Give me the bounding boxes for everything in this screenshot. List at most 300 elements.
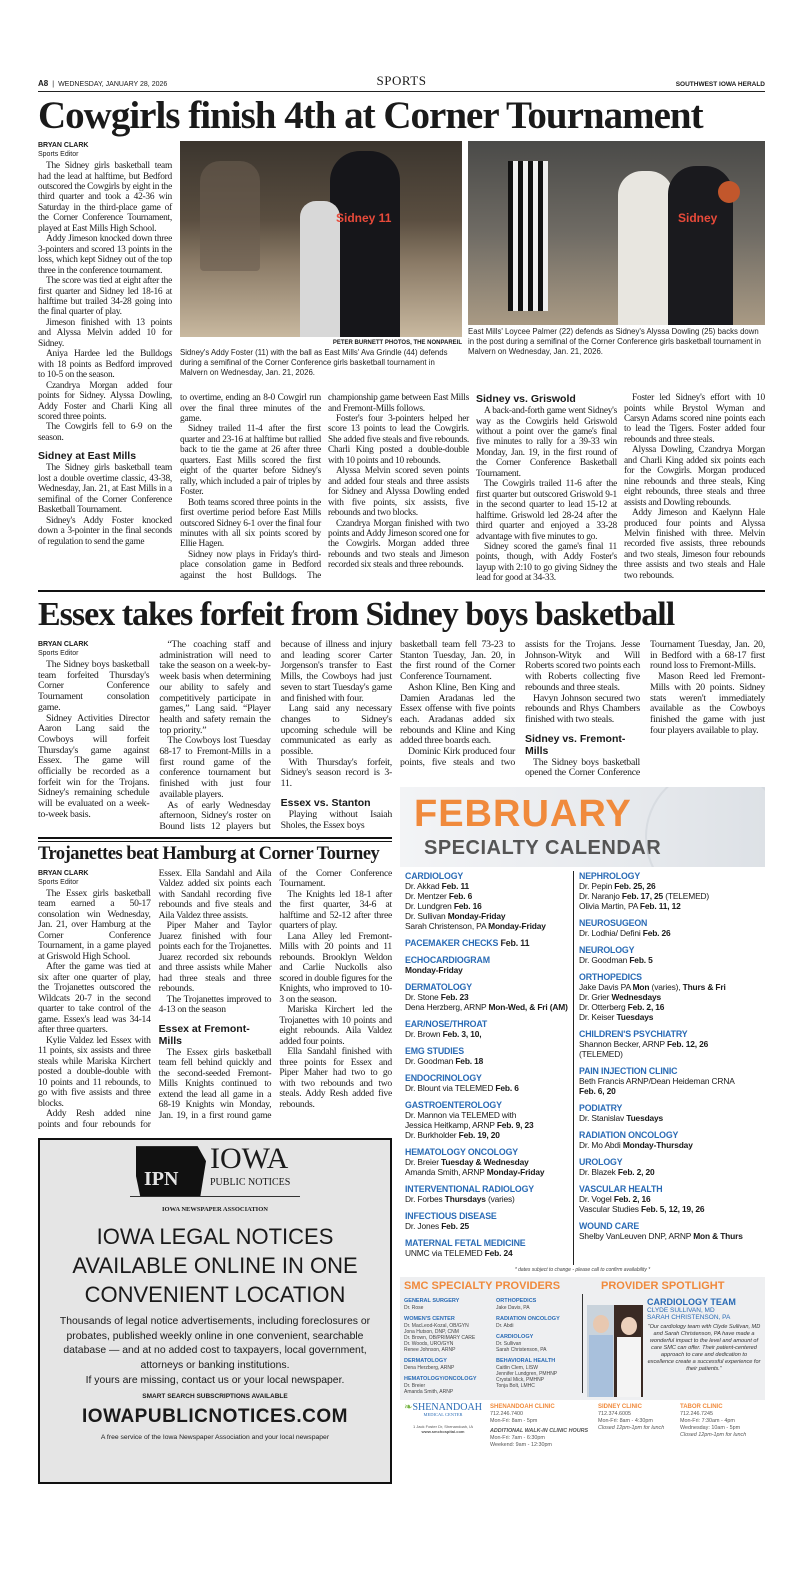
ad-headline-line: CONVENIENT LOCATION: [84, 1282, 346, 1308]
page-number: A8: [38, 79, 49, 88]
specialty-heading: NEPHROLOGY: [579, 871, 641, 882]
byline-title: Sports Editor: [38, 151, 79, 159]
calendar-column-left: [400, 871, 568, 1265]
byline-name: BRYAN CLARK: [38, 142, 89, 150]
photo-foster: [180, 141, 462, 337]
schedule: Feb. 9, 23: [496, 1120, 534, 1131]
specialty-heading: NEUROLOGY: [579, 945, 635, 956]
specialty-heading: UROLOGY: [579, 1157, 623, 1168]
photo-caption-1: Sidney's Addy Foster (11) with the ball as East Mills' Ava Grindle (44) defends during a semifinal of the Corner Conference girls basketball tournament in Malvern on Wednesday, Jan. 21, 2026.: [180, 348, 448, 378]
provider-name: Dr. Vogel: [579, 1194, 614, 1205]
calendar-entry: [579, 945, 765, 965]
article-paragraph: The Knights led 18-1 after the first quarter, 34-6 at halftime and 52-12 after three quarters of play.: [279, 888, 392, 932]
logo-public-notices: PUBLIC NOTICES: [210, 1177, 291, 1189]
article-paragraph: Ashon Kline, Ben King and Damien Aradanas led the Essex offense with five points each. Aradanas added six rebounds and Kline and King added three boards each.: [400, 681, 515, 747]
article-paragraph: Foster led Sidney's effort with 10 points while Brystol Wyman and Carsyn Adams scored nine points each to lead the Tigers. Foster added four rebounds and three steals.: [624, 393, 765, 445]
clinic-hours: Closed 12pm-1pm for lunch: [680, 1432, 747, 1439]
spotlight-text: [647, 1297, 761, 1397]
spotlight-team: CARDIOLOGY TEAM: [647, 1297, 736, 1308]
schedule: Feb. 24: [484, 1248, 513, 1259]
clinic-hours: Mon-Fri: 8am - 5pm: [490, 1418, 538, 1425]
article-paragraph: Czandrya Morgan added four points for Sidney. Alyssa Dowling, Addy Foster and Charli King all scored three points.: [38, 380, 172, 422]
provider-spotlight: [587, 1280, 761, 1397]
logo-sub: MEDICAL CENTER: [423, 1412, 463, 1418]
article-paragraph: The Cowgirls trailed 11-6 after the first quarter but outscored Griswold 9-1 in the second quarter to lead 15-12 at halftime. Griswold led 28-24 after the third quarter and enjoyed a 33-28 advantage with five minutes to go.: [476, 479, 617, 542]
calendar-column-right: [579, 871, 765, 1265]
provider-name: Dr. Stone: [405, 992, 441, 1003]
smc-specialty: GENERAL SURGERY: [404, 1298, 460, 1305]
schedule: Feb. 17, 25: [621, 891, 664, 902]
smc-provider: Dr. Sullivan: [496, 1341, 522, 1348]
calendar-entry: [405, 1184, 568, 1204]
provider-name: Beth Francis ARNP/Dean Heideman CRNA: [579, 1076, 735, 1087]
provider-line: [579, 955, 765, 965]
spotlight-name: CLYDE SULLIVAN, MD: [647, 1307, 715, 1315]
clinic-name: SIDNEY CLINIC: [598, 1404, 642, 1411]
article-paragraph: Sidney trailed 11-4 after the first quarter and 23-16 at halftime but rallied back to tie the game at 26 after three quarters. East Mills scored the first eight of the quarter before Sidney's rally, which included a pair of triples by Foster.: [180, 424, 321, 498]
schedule: Feb. 18: [455, 1056, 484, 1067]
provider-name: Dr. Breier: [405, 1157, 442, 1168]
article-paragraph: Sidney scored the game's final 11 points, though, with Addy Foster's layup with 2:10 to go giving Sidney the lead for good at 34-33.: [476, 542, 617, 584]
specialty-heading: EMG STUDIES: [405, 1046, 464, 1057]
provider-name: Vascular Studies: [579, 1204, 641, 1215]
provider-line: [405, 1083, 568, 1093]
newspaper-name: SOUTHWEST IOWA HERALD: [675, 81, 765, 88]
clinic-info: [680, 1404, 768, 1449]
provider-name: Dr. Keiser: [579, 1012, 617, 1023]
article-paragraph: A back-and-forth game went Sidney's way as the Cowgirls held Griswold without a point over the game's final five minutes to rally for a 39-33 win Monday, Jan. 19, in the first round of the Corner Conference Basketball Tournament.: [476, 406, 617, 479]
schedule: Feb. 6, 20: [579, 1086, 616, 1097]
smc-provider: Dena Herzberg, ARNP: [404, 1365, 455, 1372]
ipn-logo: [40, 1144, 390, 1206]
article-body-essex-1: [38, 640, 392, 833]
calendar-subtitle: SPECIALTY CALENDAR: [424, 837, 662, 860]
article-body-main: [180, 393, 765, 584]
calendar-entry: [579, 1221, 765, 1241]
smc-providers-panel: [400, 1277, 765, 1400]
clinic-hours: Wednesday: 10am - 5pm: [680, 1425, 741, 1432]
clinic-hours: Closed 12pm-1pm for lunch: [598, 1425, 665, 1432]
provider-line: [579, 1012, 765, 1022]
ad-smart-search: SMART SEARCH SUBSCRIPTIONS AVAILABLE: [142, 1393, 288, 1401]
article-paragraph: Alyssa Melvin scored seven points and added four steals and three assists for Sidney and Alyssa Dowling ended with five points, six assists, five rebounds and two blocks.: [328, 466, 469, 519]
provider-name: UNMC via TELEMED: [405, 1248, 485, 1259]
article-paragraph: The Cowgirls fell to 6-9 on the season.: [38, 422, 172, 443]
panel-divider: [582, 1294, 583, 1393]
specialty-heading: GASTROENTEROLOGY: [405, 1100, 502, 1111]
article-paragraph: Addy Resh added nine points and four rebounds for Essex. Ella Sandahl and Aila Valdez added six points each with Sandahl recording five rebounds and five steals and Aila Valdez three assists.: [38, 867, 272, 1130]
schedule: Wednesdays: [611, 992, 662, 1003]
provider-name: Dr. Brown: [405, 1029, 443, 1040]
leaf-icon: ❧: [404, 1402, 413, 1414]
provider-name: Dr. Goodman: [579, 955, 630, 966]
ad-headline-line: AVAILABLE ONLINE IN ONE: [72, 1253, 358, 1279]
calendar-entry: [405, 1147, 568, 1177]
lower-section: [38, 640, 765, 1484]
photo-row: [180, 141, 765, 389]
clinic-name: TABOR CLINIC: [680, 1404, 723, 1411]
article-paragraph: to overtime, ending an 8-0 Cowgirl run over the final three minutes of the game.: [180, 393, 321, 425]
lower-left-column: [38, 640, 392, 1484]
schedule: Feb. 2, 16: [613, 1194, 651, 1205]
spotlight-photo: [587, 1305, 643, 1397]
provider-name: Dr. Grier: [579, 992, 612, 1003]
article-paragraph: The score was tied at eight after the first quarter and Sidney led 18-16 at halftime but trailed 34-28 going into the final quarter of play.: [38, 276, 172, 318]
smc-provider: Sarah Christenson, PA: [496, 1347, 547, 1354]
logo-text: SHENANDOAH: [412, 1402, 482, 1414]
provider-name: (TELEMED): [663, 891, 710, 902]
photo-caption-2: East Mills' Loycee Palmer (22) defends as Sidney's Alyssa Dowling (25) backs down in the post during a semifinal of the Corner Conference girls basketball tournament in Malvern on Wednesday, Jan. 21, 2026.: [468, 327, 761, 357]
section-rule: [38, 590, 765, 593]
calendar-entry: [579, 1066, 765, 1096]
schedule: Feb. 5, 12, 19, 26: [641, 1204, 705, 1215]
ad-url[interactable]: IOWAPUBLICNOTICES.COM: [82, 1406, 348, 1428]
logo-mark: IPN: [144, 1168, 179, 1191]
article-paragraph: Mariska Kirchert led the Trojanettes with 10 points and eight rebounds. Aila Valdez added four points.: [279, 1004, 392, 1047]
provider-line: [579, 982, 765, 992]
specialty-heading: EAR/NOSE/THROAT: [405, 1019, 488, 1030]
provider-line: [579, 1076, 765, 1086]
ad-footer: A free service of the Iowa Newspaper Association and your local newspaper: [100, 1434, 330, 1442]
schedule: Feb. 11, 12: [639, 901, 681, 912]
article-paragraph: The Essex girls basketball team earned a 50-17 consolation win Wednesday, Jan. 21, over Hamburg at the Corner Conference Tournament, in a game played at Griswold High School.: [38, 887, 151, 962]
smc-provider: Dr. Brown, OB/PRIMARY CARE: [404, 1335, 476, 1342]
article-subhead: Sidney vs. Griswold: [476, 393, 576, 406]
smc-specialty: ORTHOPEDICS: [496, 1298, 537, 1305]
smc-list-right: [496, 1293, 578, 1395]
calendar-entry: [579, 1103, 765, 1123]
article-paragraph: Sidney's Addy Foster knocked down a 3-pointer in the final seconds of regulation to send the game: [38, 515, 172, 547]
provider-name: Dr. Mo Abdi: [579, 1140, 623, 1151]
provider-name: Dr. Pepin: [579, 881, 615, 892]
specialty-heading: ECHOCARDIOGRAM: [405, 955, 490, 966]
provider-line: [579, 881, 765, 891]
specialty-heading: HEMATOLOGY ONCOLOGY: [405, 1147, 518, 1158]
byline: [38, 869, 151, 887]
calendar-note: * dates subject to change - please call to confirm availability *: [514, 1267, 651, 1274]
clinic-info: [490, 1404, 594, 1449]
provider-name: Dr. Naranjo: [579, 891, 622, 902]
schedule: Feb. 6: [448, 891, 473, 902]
article-paragraph: The Sidney girls basketball team had the lead at halftime, but Bedford outscored the Cowgirls by eight in the third quarter and took a 42-36 win Saturday in the third-place game of the Corner Conference Tournament, played at East Mills High School.: [38, 161, 172, 234]
schedule: Feb. 16: [453, 901, 482, 912]
schedule: Feb. 19, 20: [458, 1130, 500, 1141]
lower-right-column: [400, 640, 765, 1484]
provider-line: [579, 1039, 765, 1049]
schedule: Mon-Wed, & Fri (AM): [488, 1002, 568, 1013]
calendar-entry: [405, 1211, 568, 1231]
schedule: Feb. 5: [629, 955, 653, 966]
provider-name: Dena Herzberg, ARNP: [405, 1002, 489, 1013]
provider-line: [405, 901, 568, 911]
article-paragraph: The Cowboys lost Tuesday 68-17 to Fremont-Mills in a first round game of the conference tournament but finished with just four available players.: [159, 735, 271, 800]
smc-providers: [404, 1280, 578, 1397]
provider-line: [405, 881, 568, 891]
provider-line: [579, 992, 765, 1002]
smc-provider: Jake Davis, PA: [496, 1305, 530, 1312]
article-paragraph: After the game was tied at six after one quarter of play, the Trojanettes outscored the Wildcats 20-7 in the second quarter to take control of the game. Essex's lead was 34-14 after three quarters.: [38, 961, 151, 1036]
article-paragraph: The Trojanettes improved to 4-13 on the season: [158, 993, 272, 1016]
calendar-entry: [405, 938, 568, 948]
smc-logo: [400, 1404, 486, 1449]
specialty-heading: INTERVENTIONAL RADIOLOGY: [405, 1184, 535, 1195]
specialty-heading: ENDOCRINOLOGY: [405, 1073, 482, 1084]
calendar-entry: [405, 871, 568, 931]
provider-name: (TELEMED): [579, 1049, 623, 1060]
schedule: Thurs & Fri: [682, 982, 726, 993]
article-paragraph: Czandrya Morgan finished with two points and Addy Jimeson scored one for the Cowgirls. Morgan added three rebounds and two steals and Jimeson recorded six steals and three rebounds.: [328, 518, 469, 571]
article-paragraph: Mason Reed led Fremont-Mills with 20 points. Sidney stats weren't immediately available as the Cowboys finished the game with just four players available to play.: [650, 671, 765, 736]
schedule: Tuesdays: [626, 1113, 664, 1124]
provider-name: (varies),: [649, 982, 683, 993]
headline-essex-forfeit: Essex takes forfeit from Sidney boys basketball: [38, 596, 675, 634]
smc-specialty: CARDIOLOGY: [496, 1334, 534, 1341]
smc-provider: Caitlin Clem, LISW: [496, 1365, 538, 1372]
schedule: Feb. 2, 20: [617, 1167, 655, 1178]
byline: [38, 141, 172, 159]
ad-headline-line: IOWA LEGAL NOTICES: [96, 1224, 334, 1250]
specialty-heading: CARDIOLOGY: [405, 871, 464, 882]
provider-line: [405, 1002, 568, 1012]
provider-name: Sarah Christenson, PA: [405, 921, 489, 932]
provider-line: [405, 992, 568, 1002]
provider-line: [405, 1157, 568, 1167]
article-paragraph: Addy Jimeson and Kaelynn Hale produced four points and Alyssa Melvin finished with three. Melvin recorded five assists, three rebounds and two steals, Jimeson four rebounds three assists and two steals and Hale two rebounds.: [624, 508, 765, 581]
spotlight-title: PROVIDER SPOTLIGHT: [601, 1280, 725, 1293]
specialty-heading: VASCULAR HEALTH: [579, 1184, 663, 1195]
specialty-date: Feb. 11: [498, 938, 530, 949]
article-left-column: [38, 141, 172, 584]
schedule: Monday-Friday: [405, 965, 463, 976]
provider-line: [579, 928, 765, 938]
article-paragraph: Dominic Kirk produced four points, five steals and two assists for the Trojans. Jesse Johnson-Wityk and Will Roberts scored two points each with Roberts collecting five rebounds and three steals.: [400, 639, 640, 768]
schedule: Mon & Thurs: [693, 1231, 743, 1242]
section-name: SPORTS: [376, 73, 427, 88]
article-body-trojanettes: [38, 869, 392, 1131]
headline-trojanettes: Trojanettes beat Hamburg at Corner Tourney: [38, 843, 380, 864]
smc-title: SMC SPECIALTY PROVIDERS: [404, 1280, 561, 1293]
schedule: Tuesdays: [616, 1012, 654, 1023]
calendar-header: [400, 787, 765, 867]
provider-line: [579, 1167, 765, 1177]
specialty-heading: RADIATION ONCOLOGY: [579, 1130, 679, 1141]
photo-block-1: [180, 141, 462, 389]
provider-name: Olivia Martin, PA: [579, 901, 640, 912]
specialty-heading: CHILDREN'S PSYCHIATRY: [579, 1029, 688, 1040]
article-paragraph: Both teams scored three points in the first overtime period before East Mills outscored Sidney 6-1 over the final four minutes with all six points scored by Ellie Hagen.: [180, 497, 321, 550]
provider-name: Dr. Burkholder: [405, 1130, 459, 1141]
provider-line: [579, 1049, 765, 1059]
calendar-entry: [579, 1029, 765, 1059]
headline-cowgirls: Cowgirls finish 4th at Corner Tournament: [38, 94, 703, 137]
article-paragraph: The Essex girls basketball team fell behind quickly and the second-seeded Fremont-Mills Knights continued to extend the lead all game in a 68-19 Knights win Monday, Jan. 19, in a first round game of the Corner Conference Tournament.: [158, 867, 392, 1121]
website[interactable]: www.smchospital.com: [421, 1429, 465, 1435]
schedule: Tuesday & Wednesday: [441, 1157, 529, 1168]
jersey-text: Sidney: [678, 211, 718, 226]
article-body-essex-2: [400, 640, 765, 779]
schedule: Monday-Thursday: [622, 1140, 693, 1151]
clinic-phone: 712.246.7245: [680, 1411, 713, 1418]
provider-name: Dr. Sullivan: [405, 911, 448, 922]
smc-provider: Dr. Rose: [404, 1305, 424, 1312]
smc-provider: Amanda Smith, ARNP: [404, 1389, 454, 1396]
smc-provider: Jona Hutson, DNP, CNM: [404, 1329, 459, 1336]
address: 1 Jack Foster Dr, Shenandoah, IA: [412, 1424, 474, 1430]
provider-line: [579, 1204, 765, 1214]
double-rule: [38, 837, 392, 842]
schedule: Feb. 25, 26: [614, 881, 656, 892]
provider-line: [405, 1194, 568, 1204]
provider-name: Shannon Becker, ARNP: [579, 1039, 667, 1050]
smc-specialty: HEMATOLOGY/ONCOLOGY: [404, 1376, 477, 1383]
provider-name: Dr. Akkad: [405, 881, 442, 892]
article-paragraph: The Sidney girls basketball team lost a double overtime classic, 43-38, Wednesday, Jan. 21, at East Mills in a semifinal of the Corner Conference Basketball Tournament.: [38, 463, 172, 516]
specialty-heading: PODIATRY: [579, 1103, 623, 1114]
schedule: Feb. 6: [495, 1083, 519, 1094]
smc-specialty: BEHAVIORAL HEALTH: [496, 1358, 556, 1365]
provider-name: Shelby VanLeuven DNP, ARNP: [579, 1231, 694, 1242]
jersey-text: Sidney 11: [336, 211, 392, 226]
calendar-entry: [405, 1019, 568, 1039]
specialty-heading: INFECTIOUS DISEASE: [405, 1211, 497, 1222]
photo-dowling: [468, 141, 765, 325]
schedule: Feb. 3, 10,: [442, 1029, 482, 1040]
smc-provider: Jennifer Lundgren, PMHNP: [496, 1371, 558, 1378]
provider-name: Jessica Heitkamp, ARNP: [405, 1120, 497, 1131]
specialty-heading: PAIN INJECTION CLINIC: [579, 1066, 678, 1077]
provider-name: Dr. Stanislav: [579, 1113, 627, 1124]
issue-date: WEDNESDAY, JANUARY 28, 2026: [58, 81, 168, 88]
ad-body-contact: If yours are missing, contact us or your local newspaper.: [85, 1375, 345, 1387]
article-body-left: [38, 161, 172, 547]
clinic-hours: Mon-Fri: 7:30am - 4pm: [680, 1418, 735, 1425]
schedule: Monday-Friday: [488, 921, 546, 932]
specialty-heading: PACEMAKER CHECKS Feb. 11: [405, 938, 530, 949]
clinic-phone: 712.246.7400: [490, 1411, 523, 1418]
specialty-calendar-ad: [400, 787, 765, 1449]
provider-line: [405, 1248, 568, 1258]
smc-specialty: DERMATOLOGY: [404, 1358, 447, 1365]
article-main-area: [180, 141, 765, 584]
provider-name: Dr. Forbes: [405, 1194, 445, 1205]
schedule: Mon: [632, 982, 650, 993]
folio-divider: |: [52, 81, 55, 88]
article-paragraph: Sidney Activities Director Aaron Lang said the Cowboys will forfeit Thursday's game against Essex. The game will officially be recorded as a forfeit win for the Trojans. Sidney's remaining schedule will be evaluated on a week-to-week basis.: [38, 712, 150, 820]
story-cowgirls: [38, 141, 765, 584]
article-paragraph: As of early Wednesday afternoon, Sidney's roster on Bound lists 12 players but because of illness and injury and leading scorer Carter Jorgenson's transfer to East Mills, the Cowboys had just seven to start Tuesday's game and finished with four.: [159, 639, 392, 832]
smc-list-left: [404, 1293, 490, 1395]
provider-name: Jake Davis PA: [579, 982, 633, 993]
association-name: IOWA NEWSPAPER ASSOCIATION: [162, 1206, 268, 1214]
calendar-entry: [579, 871, 765, 911]
provider-line: [405, 1130, 568, 1140]
provider-line: [405, 891, 568, 901]
walkin-hours: Weekend: 9am - 12:30pm: [490, 1442, 552, 1449]
article-paragraph: Lana Alley led Fremont-Mills with 20 points and 11 rebounds. Brooklyn Weldon and Carlie Nuckolls also scored in double figures for the Knights, who improved to 10-3 on the season.: [279, 930, 392, 1005]
provider-line: [579, 1231, 765, 1241]
article-subhead: Sidney vs. Fremont-Mills: [525, 732, 626, 757]
provider-line: [579, 891, 765, 901]
calendar-entry: [579, 918, 765, 938]
schedule: Feb. 26: [642, 928, 671, 939]
photo-block-2: [468, 141, 765, 389]
schedule: Monday-Friday: [486, 1167, 545, 1178]
provider-line: [405, 965, 568, 975]
clinic-phone: 712.374.6005: [598, 1411, 631, 1418]
schedule: Feb. 25: [441, 1221, 470, 1232]
provider-line: [405, 1029, 568, 1039]
smc-specialty: WOMEN'S CENTER: [404, 1316, 455, 1323]
provider-line: [405, 1120, 568, 1130]
smc-provider: Crystal Mick, PMHNP: [496, 1377, 545, 1384]
walkin-title: ADDITIONAL WALK-IN CLINIC HOURS: [490, 1428, 589, 1435]
provider-line: [579, 1194, 765, 1204]
provider-name: Dr. Mannon via TELEMED with: [405, 1110, 517, 1121]
byline-title: Sports Editor: [38, 650, 79, 658]
logo-iowa: IOWA: [210, 1142, 289, 1176]
provider-name: Amanda Smith, ARNP: [405, 1167, 487, 1178]
smc-provider: Dr. Woods, URO/GYN: [404, 1341, 454, 1348]
byline-name: BRYAN CLARK: [38, 869, 89, 877]
provider-line: [405, 1110, 568, 1120]
article-paragraph: Playing without Isaiah Sholes, the Essex boys: [280, 808, 392, 831]
provider-line: [579, 1113, 765, 1123]
article-paragraph: basketball team fell 73-23 to Stanton Tuesday, Jan. 20, in the first round of the Corner Conference Tournament.: [400, 639, 515, 683]
provider-line: [405, 1056, 568, 1066]
stethoscope-graphic: [645, 787, 765, 867]
provider-name: Dr. Mentzer: [405, 891, 449, 902]
article-paragraph: The Sidney boys basketball team forfeited Thursday's Corner Conference Tournament consolation game.: [38, 659, 150, 713]
provider-line: [579, 901, 765, 911]
calendar-entry: [405, 1100, 568, 1140]
provider-name: Dr. Blount via TELEMED: [405, 1083, 496, 1094]
schedule: Thursdays: [444, 1194, 486, 1205]
smc-specialty: RADIATION ONCOLOGY: [496, 1316, 560, 1323]
provider-line: [579, 1140, 765, 1150]
article-paragraph: Addy Jimeson knocked down three 3-pointers and scored 13 points in the loss, which kept Sidney out of the top three in the conference tournament.: [38, 234, 172, 276]
spotlight-name: SARAH CHRISTENSON, PA: [647, 1314, 731, 1322]
page-folio: [38, 73, 765, 92]
article-paragraph: Havyn Johnson secured two rebounds and Rhys Chambers finished with two steals.: [525, 692, 640, 725]
article-subhead: Sidney at East Mills: [38, 450, 137, 463]
article-paragraph: With Thursday's forfeit, Sidney's season record is 3-11.: [280, 756, 392, 790]
iowa-public-notices-ad: [38, 1138, 392, 1484]
article-subhead: Essex at Fremont-Mills: [158, 1022, 250, 1047]
calendar-entry: [579, 1157, 765, 1177]
specialty-heading: NEUROSUGEON: [579, 918, 648, 929]
smc-provider: Renee Johnson, ARNP: [404, 1347, 456, 1354]
provider-line: [579, 1086, 765, 1096]
ad-headline: [40, 1222, 390, 1309]
provider-line: [579, 1002, 765, 1012]
calendar-entry: [579, 972, 765, 1022]
clinic-info: [598, 1404, 676, 1449]
schedule: Monday-Friday: [447, 911, 506, 922]
schedule: Feb. 11: [441, 881, 470, 892]
basketball-icon: [718, 181, 740, 203]
calendar-entry: [405, 982, 568, 1012]
byline: [38, 640, 149, 658]
specialty-heading: WOUND CARE: [579, 1221, 640, 1232]
smc-provider: Dr. Breier: [404, 1383, 426, 1390]
provider-name: Dr. Otterberg: [579, 1002, 628, 1013]
provider-name: Dr. Lodhia/ Defini: [579, 928, 643, 939]
provider-name: Dr. Jones: [405, 1221, 442, 1232]
article-paragraph: Aniya Hardee led the Bulldogs with 18 points as Bedford improved to 10-5 on the season.: [38, 349, 172, 381]
article-paragraph: Jimeson finished with 13 points and Alyssa Melvin added 10 for Sidney.: [38, 317, 172, 349]
article-paragraph: Foster's four 3-pointers helped her score 13 points to lead the Cowgirls. She added five steals and five rebounds. Charli King posted a double-double with 10 points and 10 rebounds.: [328, 414, 469, 466]
provider-line: [405, 911, 568, 921]
